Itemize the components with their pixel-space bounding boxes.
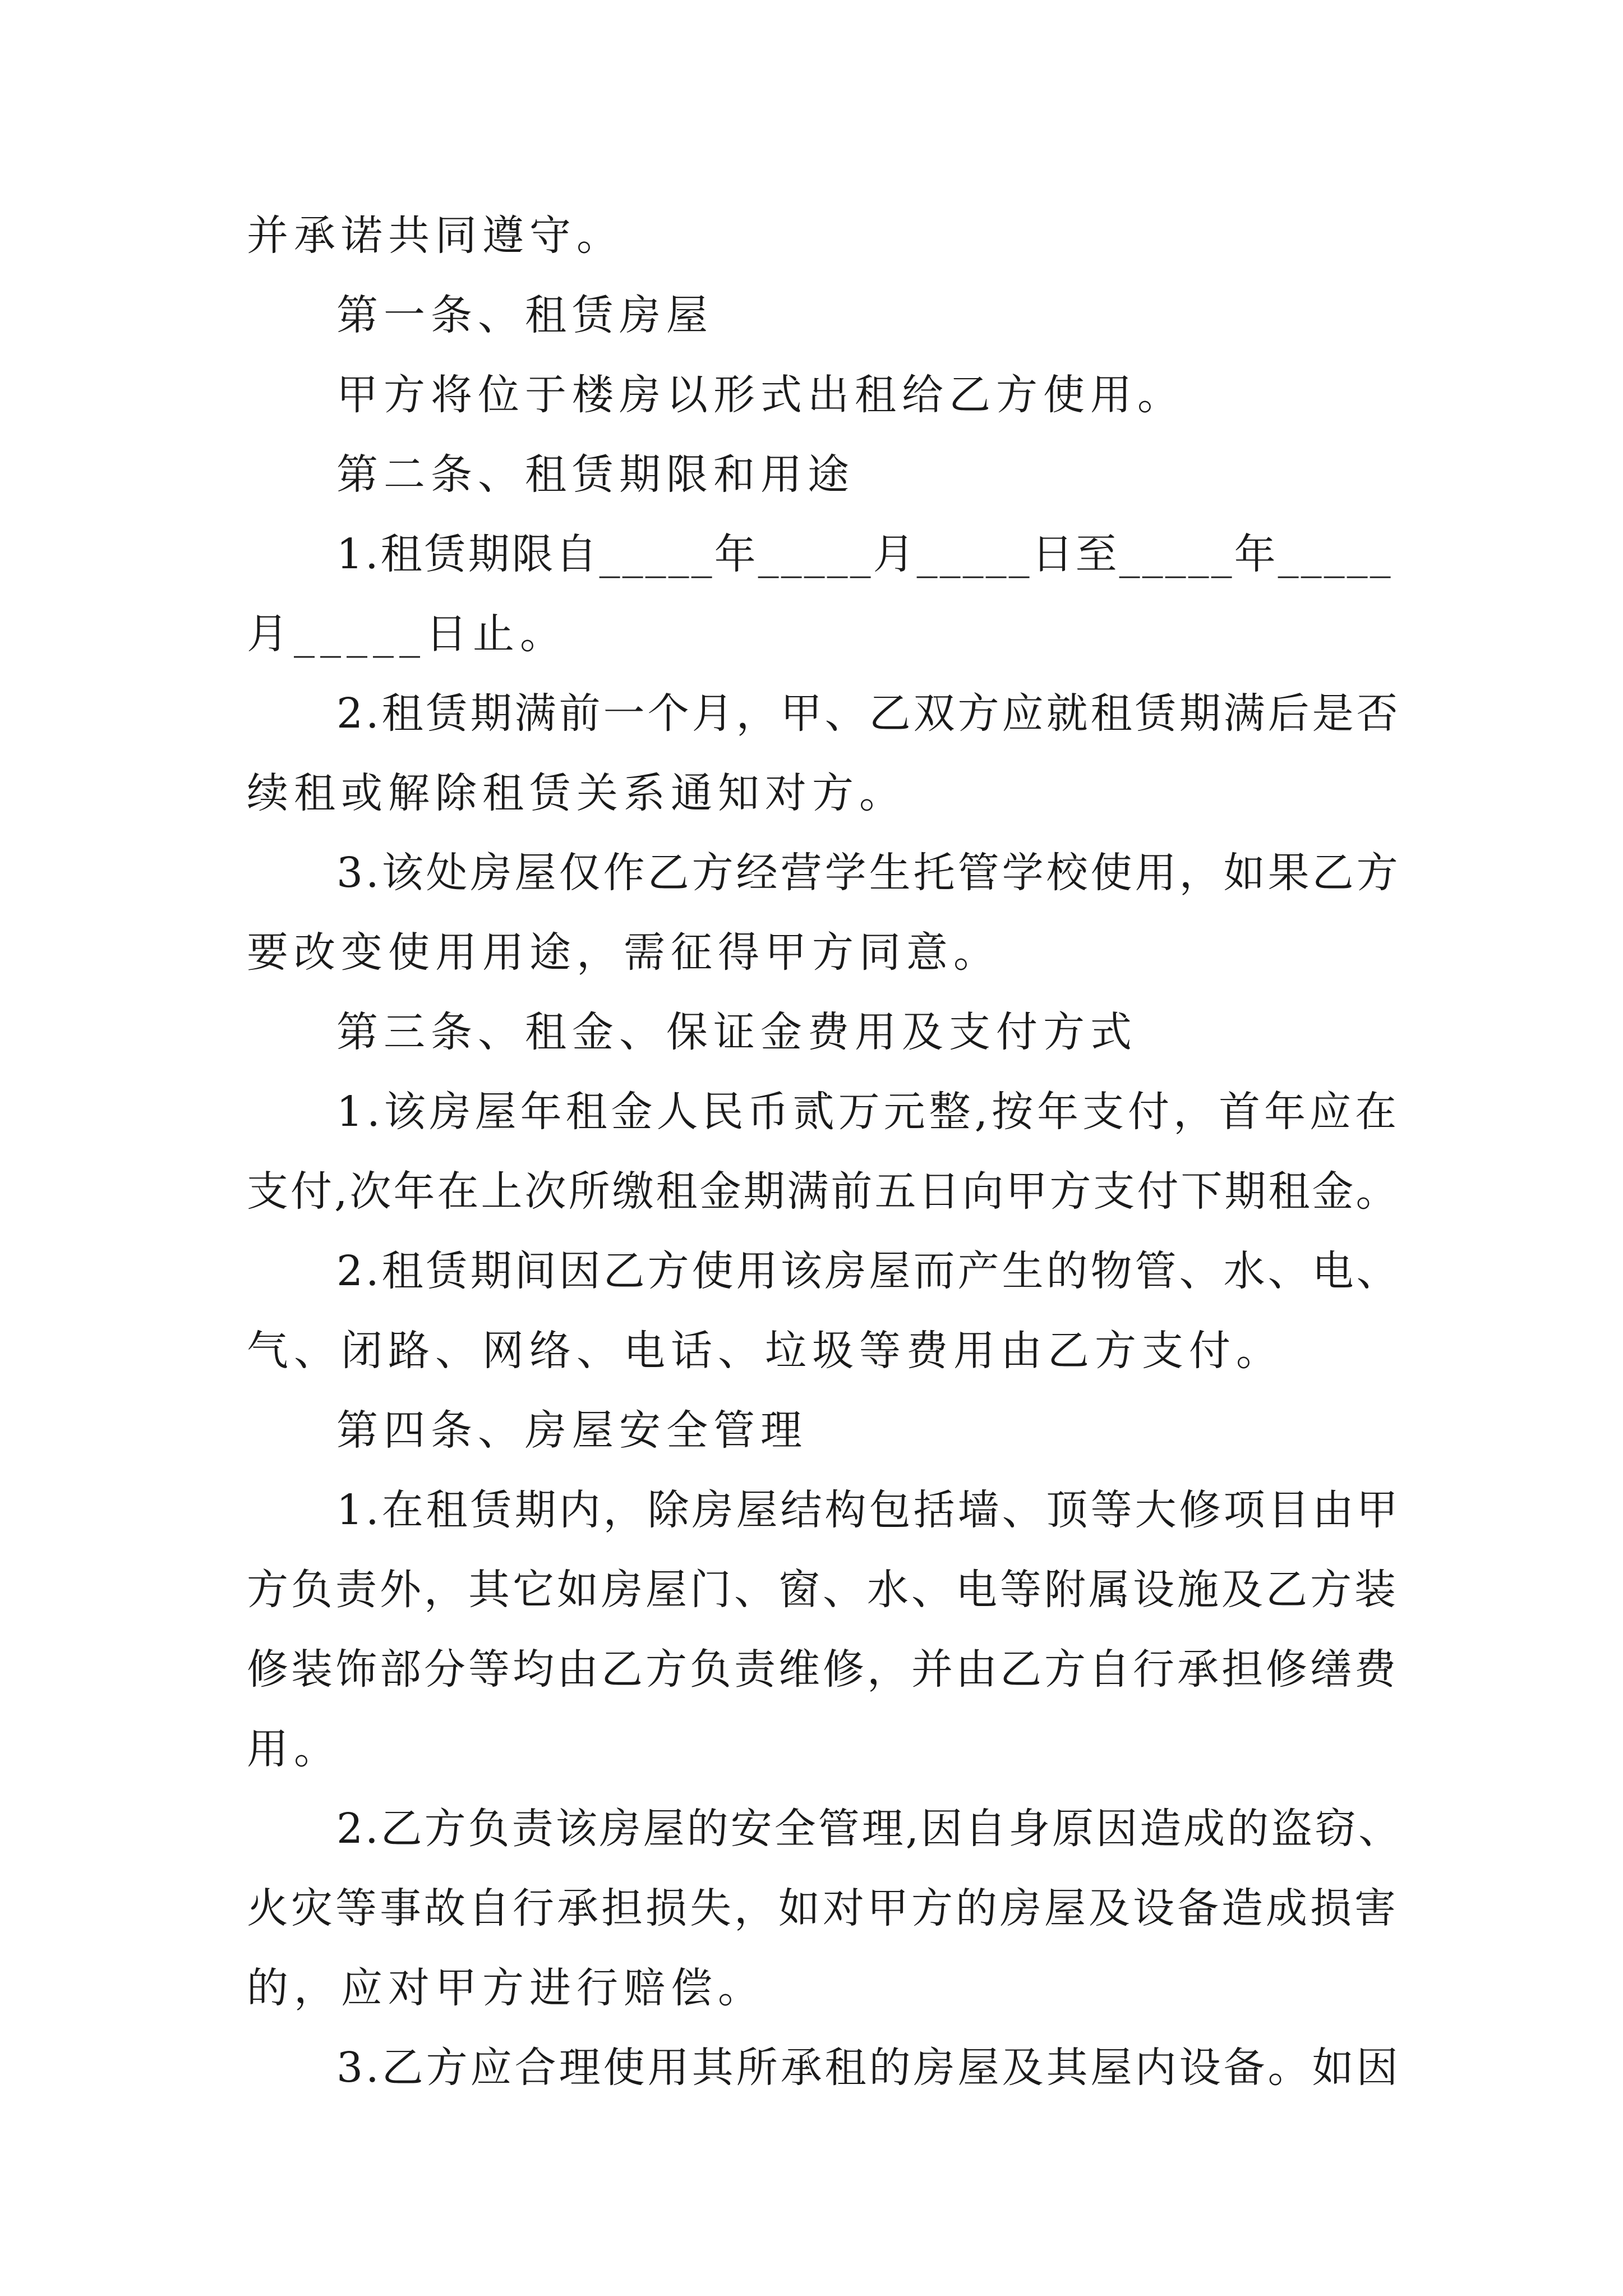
text-line: 3.该处房屋仅作乙方经营学生托管学校使用，如果乙方 — [336, 849, 1401, 897]
text-line: 气、闭路、网络、电话、垃圾等费用由乙方支付。 — [247, 1327, 1283, 1375]
article-heading: 第四条、房屋安全管理 — [336, 1406, 808, 1455]
article-heading: 第三条、租金、保证金费用及支付方式 — [336, 1008, 1137, 1056]
text-line: 并承诺共同遵守。 — [247, 211, 624, 260]
text-line: 的，应对甲方进行赔偿。 — [247, 1964, 765, 2012]
text-line: 2.乙方负责该房屋的安全管理,因自身原因造成的盗窃、 — [336, 1805, 1403, 1853]
text-line: 用。 — [247, 1725, 341, 1773]
text-line: 2.租赁期满前一个月，甲、乙双方应就租赁期满后是否 — [336, 689, 1401, 738]
text-line: 修装饰部分等均由乙方负责维修，并由乙方自行承担修缮费 — [247, 1645, 1399, 1694]
text-line: 要改变使用用途，需征得甲方同意。 — [247, 928, 1000, 977]
text-line: 支付,次年在上次所缴租金期满前五日向甲方支付下期租金。 — [247, 1167, 1400, 1216]
text-line: 2.租赁期间因乙方使用该房屋而产生的物管、水、电、 — [336, 1247, 1401, 1295]
text-line: 甲方将位于楼房以形式出租给乙方使用。 — [336, 371, 1184, 419]
text-line: 火灾等事故自行承担损失，如对甲方的房屋及设备造成损害 — [247, 1884, 1399, 1932]
text-line: 续租或解除租赁关系通知对方。 — [247, 769, 906, 817]
article-heading: 第二条、租赁期限和用途 — [336, 450, 855, 499]
text-line: 3.乙方应合理使用其所承租的房屋及其屋内设备。如因 — [336, 2044, 1401, 2092]
article-heading: 第一条、租赁房屋 — [336, 291, 713, 339]
text-line: 1.在租赁期内，除房屋结构包括墙、顶等大修项目由甲 — [336, 1486, 1401, 1534]
text-line: 月_____日止。 — [247, 610, 567, 658]
text-line: 1.租赁期限自_____年_____月_____日至_____年_____ — [336, 530, 1393, 578]
text-line: 方负责外，其它如房屋门、窗、水、电等附属设施及乙方装 — [247, 1566, 1399, 1614]
text-line: 1.该房屋年租金人民币贰万元整,按年支付，首年应在 — [336, 1088, 1401, 1136]
